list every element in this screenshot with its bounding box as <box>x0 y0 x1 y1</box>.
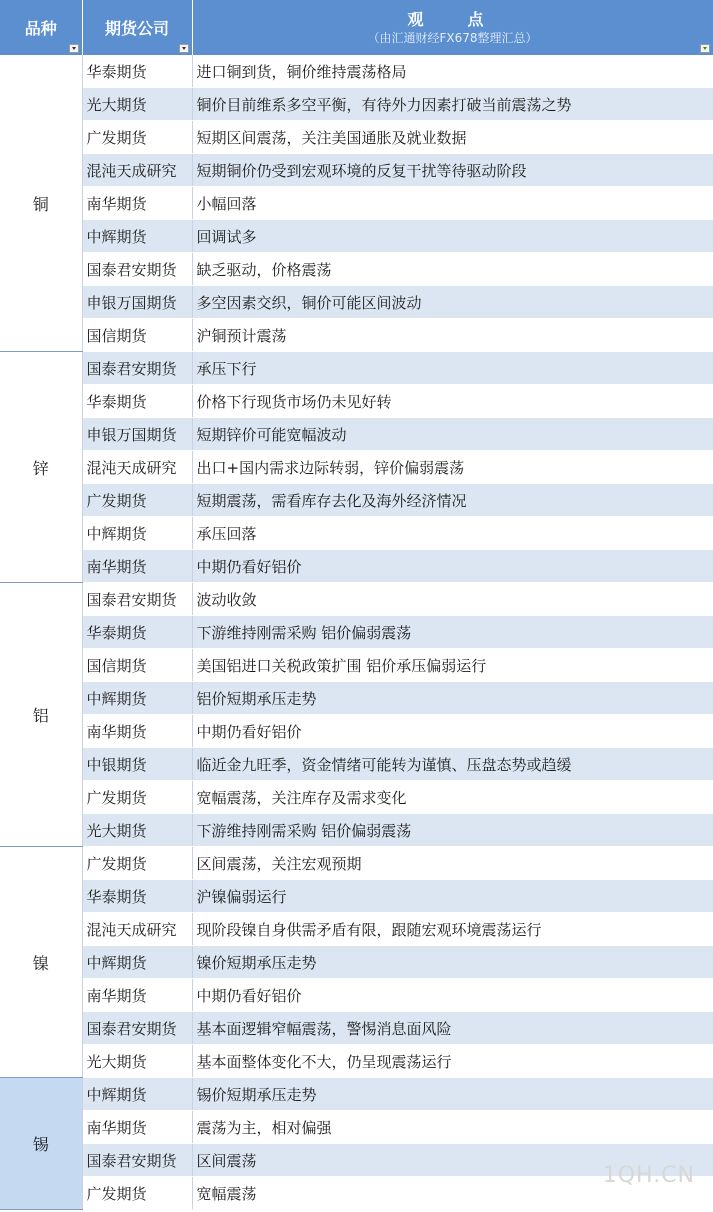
view-cell: 中期仍看好铝价 <box>192 715 713 748</box>
view-cell: 锡价短期承压走势 <box>192 1078 713 1111</box>
table-row <box>0 352 713 385</box>
view-cell: 短期震荡，需看库存去化及海外经济情况 <box>192 484 713 517</box>
table-row <box>0 451 713 484</box>
view-cell: 宽幅震荡，关注库存及需求变化 <box>192 781 713 814</box>
table-row <box>0 517 713 550</box>
company-cell: 广发期货 <box>82 847 192 880</box>
filter-dropdown-icon[interactable] <box>179 44 189 53</box>
view-cell: 短期区间震荡，关注美国通胀及就业数据 <box>192 121 713 154</box>
view-cell: 区间震荡 <box>192 1144 713 1177</box>
table-row <box>0 979 713 1012</box>
category-cell: 铝 <box>0 583 82 847</box>
category-cell: 铜 <box>0 55 82 352</box>
company-cell: 国泰君安期货 <box>82 1012 192 1045</box>
view-cell: 出口+国内需求边际转弱，锌价偏弱震荡 <box>192 451 713 484</box>
table-row <box>0 121 713 154</box>
table-row <box>0 319 713 352</box>
view-cell: 进口铜到货，铜价维持震荡格局 <box>192 55 713 88</box>
company-cell: 申银万国期货 <box>82 418 192 451</box>
view-cell: 波动收敛 <box>192 583 713 616</box>
table-row <box>0 418 713 451</box>
view-cell: 回调试多 <box>192 220 713 253</box>
company-cell: 南华期货 <box>82 979 192 1012</box>
view-cell: 区间震荡，关注宏观预期 <box>192 847 713 880</box>
company-cell: 国泰君安期货 <box>82 253 192 286</box>
company-cell: 中辉期货 <box>82 946 192 979</box>
table-row <box>0 253 713 286</box>
filter-active-icon[interactable] <box>700 44 710 53</box>
view-cell: 宽幅震荡 <box>192 1177 713 1210</box>
view-cell: 现阶段镍自身供需矛盾有限，跟随宏观环境震荡运行 <box>192 913 713 946</box>
company-cell: 光大期货 <box>82 88 192 121</box>
filter-dropdown-icon[interactable] <box>69 44 79 53</box>
table-row <box>0 1012 713 1045</box>
table-row <box>0 484 713 517</box>
view-cell: 承压回落 <box>192 517 713 550</box>
company-cell: 华泰期货 <box>82 385 192 418</box>
view-cell: 下游维持刚需采购 铝价偏弱震荡 <box>192 616 713 649</box>
view-cell: 短期锌价可能宽幅波动 <box>192 418 713 451</box>
company-cell: 中辉期货 <box>82 682 192 715</box>
view-cell: 临近金九旺季，资金情绪可能转为谨慎、压盘态势或趋缓 <box>192 748 713 781</box>
header-row <box>0 0 713 55</box>
view-cell: 基本面整体变化不大，仍呈现震荡运行 <box>192 1045 713 1078</box>
table-row <box>0 781 713 814</box>
company-cell: 申银万国期货 <box>82 286 192 319</box>
company-cell: 广发期货 <box>82 781 192 814</box>
table-row <box>0 1045 713 1078</box>
view-cell: 镍价短期承压走势 <box>192 946 713 979</box>
company-cell: 华泰期货 <box>82 616 192 649</box>
company-cell: 中辉期货 <box>82 1078 192 1111</box>
company-cell: 中辉期货 <box>82 220 192 253</box>
table-row <box>0 385 713 418</box>
company-cell: 中银期货 <box>82 748 192 781</box>
company-cell: 光大期货 <box>82 814 192 847</box>
category-cell: 镍 <box>0 847 82 1078</box>
view-cell: 铜价目前维系多空平衡，有待外力因素打破当前震荡之势 <box>192 88 713 121</box>
table-row <box>0 682 713 715</box>
company-cell: 国信期货 <box>82 649 192 682</box>
company-cell: 国泰君安期货 <box>82 1144 192 1177</box>
company-cell: 国泰君安期货 <box>82 352 192 385</box>
company-cell: 混沌天成研究 <box>82 913 192 946</box>
view-cell: 价格下行现货市场仍未见好转 <box>192 385 713 418</box>
category-cell: 锡 <box>0 1078 82 1210</box>
table-row <box>0 715 713 748</box>
company-cell: 华泰期货 <box>82 55 192 88</box>
view-cell: 短期铜价仍受到宏观环境的反复干扰等待驱动阶段 <box>192 154 713 187</box>
company-cell: 国泰君安期货 <box>82 583 192 616</box>
table-row <box>0 616 713 649</box>
company-cell: 南华期货 <box>82 1111 192 1144</box>
table-row <box>0 220 713 253</box>
table-row <box>0 187 713 220</box>
header-view-title: 观 点 <box>407 9 498 29</box>
company-cell: 广发期货 <box>82 1177 192 1210</box>
table-row <box>0 847 713 880</box>
table-row <box>0 748 713 781</box>
view-cell: 震荡为主，相对偏强 <box>192 1111 713 1144</box>
watermark: 1QH.CN <box>602 1163 695 1188</box>
table-row <box>0 814 713 847</box>
table-body <box>0 55 713 1210</box>
view-cell: 美国铝进口关税政策扩围 铝价承压偏弱运行 <box>192 649 713 682</box>
table-row <box>0 154 713 187</box>
table-row <box>0 55 713 88</box>
company-cell: 华泰期货 <box>82 880 192 913</box>
company-cell: 混沌天成研究 <box>82 451 192 484</box>
table-row <box>0 913 713 946</box>
company-cell: 国信期货 <box>82 319 192 352</box>
table-row <box>0 946 713 979</box>
table-row <box>0 550 713 583</box>
header-company <box>82 0 192 55</box>
view-cell: 沪镍偏弱运行 <box>192 880 713 913</box>
view-cell: 承压下行 <box>192 352 713 385</box>
table-row <box>0 286 713 319</box>
header-view <box>192 0 713 55</box>
view-cell: 中期仍看好铝价 <box>192 979 713 1012</box>
header-company-label: 期货公司 <box>104 19 169 38</box>
company-cell: 南华期货 <box>82 550 192 583</box>
view-cell: 基本面逻辑窄幅震荡，警惕消息面风险 <box>192 1012 713 1045</box>
company-cell: 南华期货 <box>82 715 192 748</box>
header-variety-label: 品种 <box>24 19 57 38</box>
company-cell: 南华期货 <box>82 187 192 220</box>
company-cell: 混沌天成研究 <box>82 154 192 187</box>
table-row <box>0 1078 713 1111</box>
table-row <box>0 649 713 682</box>
table-row <box>0 88 713 121</box>
company-cell: 广发期货 <box>82 484 192 517</box>
header-variety <box>0 0 82 55</box>
table-row <box>0 1111 713 1144</box>
company-cell: 光大期货 <box>82 1045 192 1078</box>
view-cell: 下游维持刚需采购 铝价偏弱震荡 <box>192 814 713 847</box>
view-cell: 多空因素交织，铜价可能区间波动 <box>192 286 713 319</box>
view-cell: 沪铜预计震荡 <box>192 319 713 352</box>
category-cell: 锌 <box>0 352 82 583</box>
company-cell: 广发期货 <box>82 121 192 154</box>
view-cell: 铝价短期承压走势 <box>192 682 713 715</box>
table-row <box>0 583 713 616</box>
view-cell: 缺乏驱动，价格震荡 <box>192 253 713 286</box>
company-cell: 中辉期货 <box>82 517 192 550</box>
view-cell: 小幅回落 <box>192 187 713 220</box>
header-view-subtitle: （由汇通财经FX678整理汇总） <box>367 30 538 45</box>
table-row <box>0 880 713 913</box>
view-cell: 中期仍看好铝价 <box>192 550 713 583</box>
